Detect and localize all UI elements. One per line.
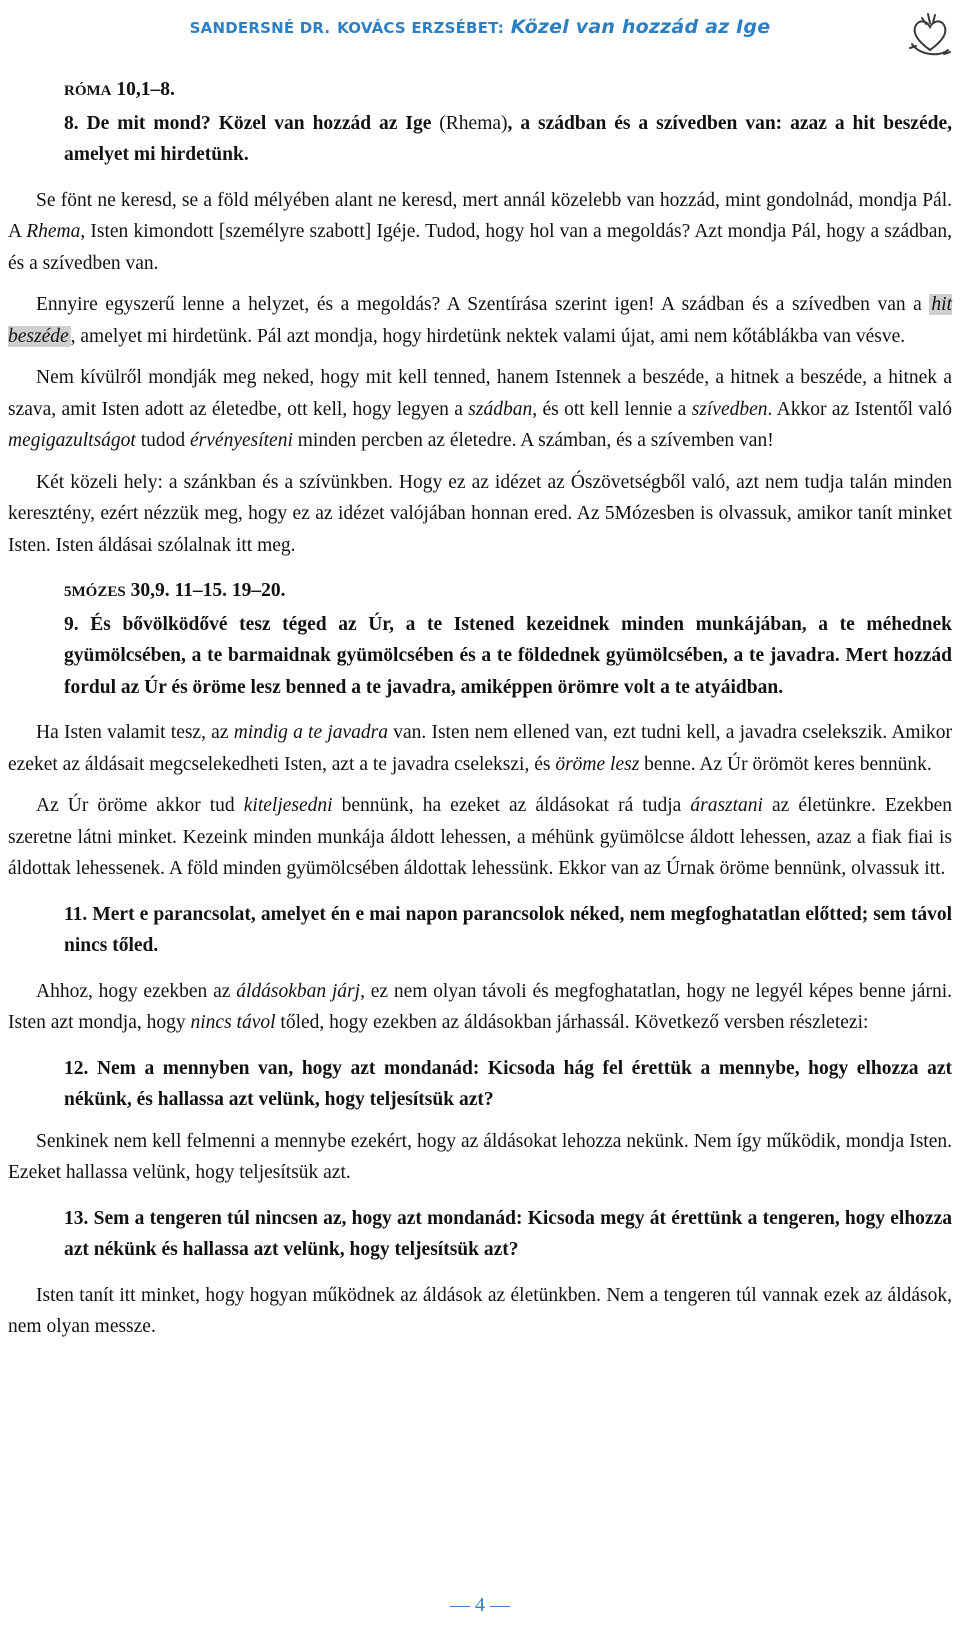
hand-heart-icon	[908, 10, 952, 60]
reference-book: 5MÓZES	[64, 584, 126, 600]
scripture-reference	[8, 575, 952, 609]
verse-9: 9. És bővölködővé tesz téged az Úr, a te Istened kezeidnek minden munkájában, a te méhednek gyümölcsében, a te barmaidnak gyümölcsében és a te földednek gyümölcsében, a te javadra. Mert hozzád fordul az Úr és öröme lesz benned a te javadra, amiképpen örömre volt a te atyáidban.	[64, 613, 952, 698]
verse-8: 8. De mit mond? Közel van hozzád az Ige (Rhema), a szádban és a szívedben van: azaz a hit beszéde, amelyet mi hirdetünk.	[64, 112, 952, 165]
verse-11: 11. Mert e parancsolat, amelyet én e mai napon parancsolok néked, nem megfoghatatlan előtted; sem távol nincs tőled.	[64, 903, 952, 956]
header-book-title: Közel van hozzád az Ige	[510, 16, 771, 38]
paragraph: Ahhoz, hogy ezekben az áldásokban járj, ez nem olyan távoli és megfoghatatlan, hogy ne legyél képes benne járni. Isten azt mondja, hogy nincs távol tőled, hogy ezekben az áldásokban járhassál. Következő versben részletezi:	[8, 980, 952, 1033]
reference-book: RÓMA	[64, 83, 112, 99]
paragraph: Isten tanít itt minket, hogy hogyan működnek az áldások az életünkben. Nem a tengeren túl vannak ezek az áldások, nem olyan messze.	[8, 1284, 952, 1337]
paragraph: Az Úr öröme akkor tud kiteljesedni bennünk, ha ezeket az áldásokat rá tudja árasztani az életünkre. Ezekben szeretne látni minket. Kezeink minden munkája áldott lehessen, a méhünk gyümölcse áldott lehessen, azaz a fiak fiai is áldottak lehessenek. A föld minden gyümölcsében áldottak lehessünk. Ekkor van az Úrnak öröme bennünk, olvassuk itt.	[8, 795, 953, 879]
paragraph: Két közeli hely: a szánkban és a szívünkben. Hogy ez az idézet az Ószövetségből való, azt nem tudja talán minden keresztény, ezért nézzük meg, hogy ez az idézet valójában honnan ered. Az 5Mózesben is olvassuk, amikor tanít minket Isten. Isten áldásai szólalnak itt meg.	[8, 471, 952, 556]
paragraph: Ha Isten valamit tesz, az mindig a te javadra van. Isten nem ellened van, ezt tudni kell, a javadra cselekszik. Amikor ezeket az áldásait megcselekedheti Isten, azt a te javadra cselekszi, és öröme lesz benne. Az Úr örömöt keres bennünk.	[8, 722, 952, 775]
verse-13: 13. Sem a tengeren túl nincsen az, hogy azt mondanád: Kicsoda megy át érettünk a tengeren, hogy elhozza azt nékünk és hallassa azt velünk, hogy teljesítsük azt?	[64, 1207, 952, 1260]
page-header	[0, 10, 960, 70]
header-author-last: KOVÁCS ERZSÉBET:	[337, 19, 504, 37]
reference-verses: 30,9. 11–15. 19–20.	[125, 580, 286, 601]
header-title	[0, 16, 960, 38]
scripture-reference	[8, 74, 952, 108]
paragraph: Se fönt ne keresd, se a föld mélyében alant ne keresd, mert annál közelebb van hozzád, mint gondolnád, mondja Pál. A Rhema, Isten kimondott [személyre szabott] Igéje. Tudod, hogy hol van a megoldás? Azt mondja Pál, hogy a szádban, és a szívedben van.	[8, 189, 952, 274]
reference-verses: 10,1–8.	[111, 79, 175, 100]
paragraph: Senkinek nem kell felmenni a mennybe ezekért, hogy az áldásokat lehozza nekünk. Nem így működik, mondja Isten. Ezeket hallassa velünk, hogy teljesítsük azt.	[8, 1130, 952, 1183]
highlighted-text: hit beszéde	[8, 294, 952, 347]
page-number: — 4 —	[450, 1594, 510, 1616]
verse-12: 12. Nem a mennyben van, hogy azt mondanád: Kicsoda hág fel érettük a mennybe, hogy elhozza azt nékünk, és hallassa azt velünk, hogy teljesítsük azt?	[64, 1057, 952, 1110]
header-author-first: SANDERSNÉ DR.	[189, 19, 331, 37]
document-body	[8, 70, 952, 1343]
paragraph: Ennyire egyszerű lenne a helyzet, és a megoldás? A Szentírása szerint igen! A szádban és a szívedben van a hit beszéde , amelyet mi hirdetünk. Pál azt mondja, hogy hirdetünk nektek valami újat, ami nem kőtáblákba van vésve.	[8, 294, 952, 347]
paragraph: Nem kívülről mondják meg neked, hogy mit kell tenned, hanem Istennek a beszéde, a hitnek a beszéde, a hitnek a szava, amit Isten adott az életedbe, ott kell, hogy legyen a szádban, és ott kell lennie a szívedben. Akkor az Istentől való megigazultságot tudod érvényesíteni minden percben az életedre. A számban, és a szívemben van!	[8, 367, 952, 451]
